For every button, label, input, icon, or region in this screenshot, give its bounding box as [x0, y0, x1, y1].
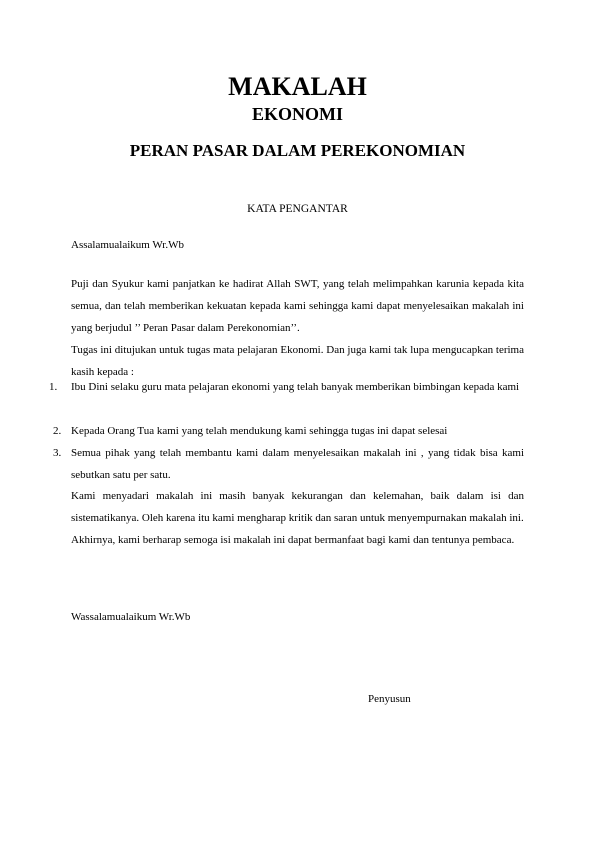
document-topic: PERAN PASAR DALAM PEREKONOMIAN [129, 141, 466, 160]
body-paragraph-1: Kami menyadari makalah ini masih banyak kekurangan dan kelemahan, baik dalam isi dan sistematikanya. Oleh karena itu kami mengharap kritik dan saran untuk menyempurnakan makalah ini. [71, 490, 524, 524]
list-item-text: Semua pihak yang telah membantu kami dalam menyelesaikan makalah ini , yang tidak bisa kami sebutkan satu per satu. [71, 447, 524, 481]
list-number: 3. [53, 447, 62, 459]
body-paragraph-2: Akhirnya, kami berharap semoga isi makalah ini dapat bermanfaat bagi kami dan tentunya pembaca. [71, 534, 515, 546]
list-item-text: Kepada Orang Tua kami yang telah mendukung kami sehingga tugas ini dapat selesai [71, 425, 448, 437]
greeting: Assalamualaikum Wr.Wb [71, 239, 184, 251]
list-number: 2. [53, 425, 62, 437]
list-item [53, 442, 524, 486]
intro-paragraph-2: Tugas ini ditujukan untuk tugas mata pelajaran Ekonomi. Dan juga kami tak lupa mengucapkan terima kasih kepada : [71, 344, 524, 378]
document-title: MAKALAH [228, 72, 367, 101]
signature-label: Penyusun [368, 693, 411, 705]
section-heading: KATA PENGANTAR [247, 203, 348, 215]
document-subject: EKONOMI [251, 104, 343, 124]
intro-paragraph-1: Puji dan Syukur kami panjatkan ke hadirat Allah SWT, yang telah melimpahkan karunia kepada kita semua, dan telah memberikan kekuatan kepada kami sehingga kami dapat menyelesaikan makalah ini yang berjudul ’’ Peran Pasar dalam Perekonomian’’. [71, 278, 524, 334]
body-text [71, 485, 524, 551]
closing-salutation: Wassalamualaikum Wr.Wb [71, 611, 191, 623]
list-item [49, 376, 524, 398]
intro-text [71, 273, 524, 383]
list-item-text: Ibu Dini selaku guru mata pelajaran ekonomi yang telah banyak memberikan bimbingan kepada kami [71, 381, 520, 393]
list-number: 1. [49, 381, 58, 393]
list-item [53, 420, 524, 442]
